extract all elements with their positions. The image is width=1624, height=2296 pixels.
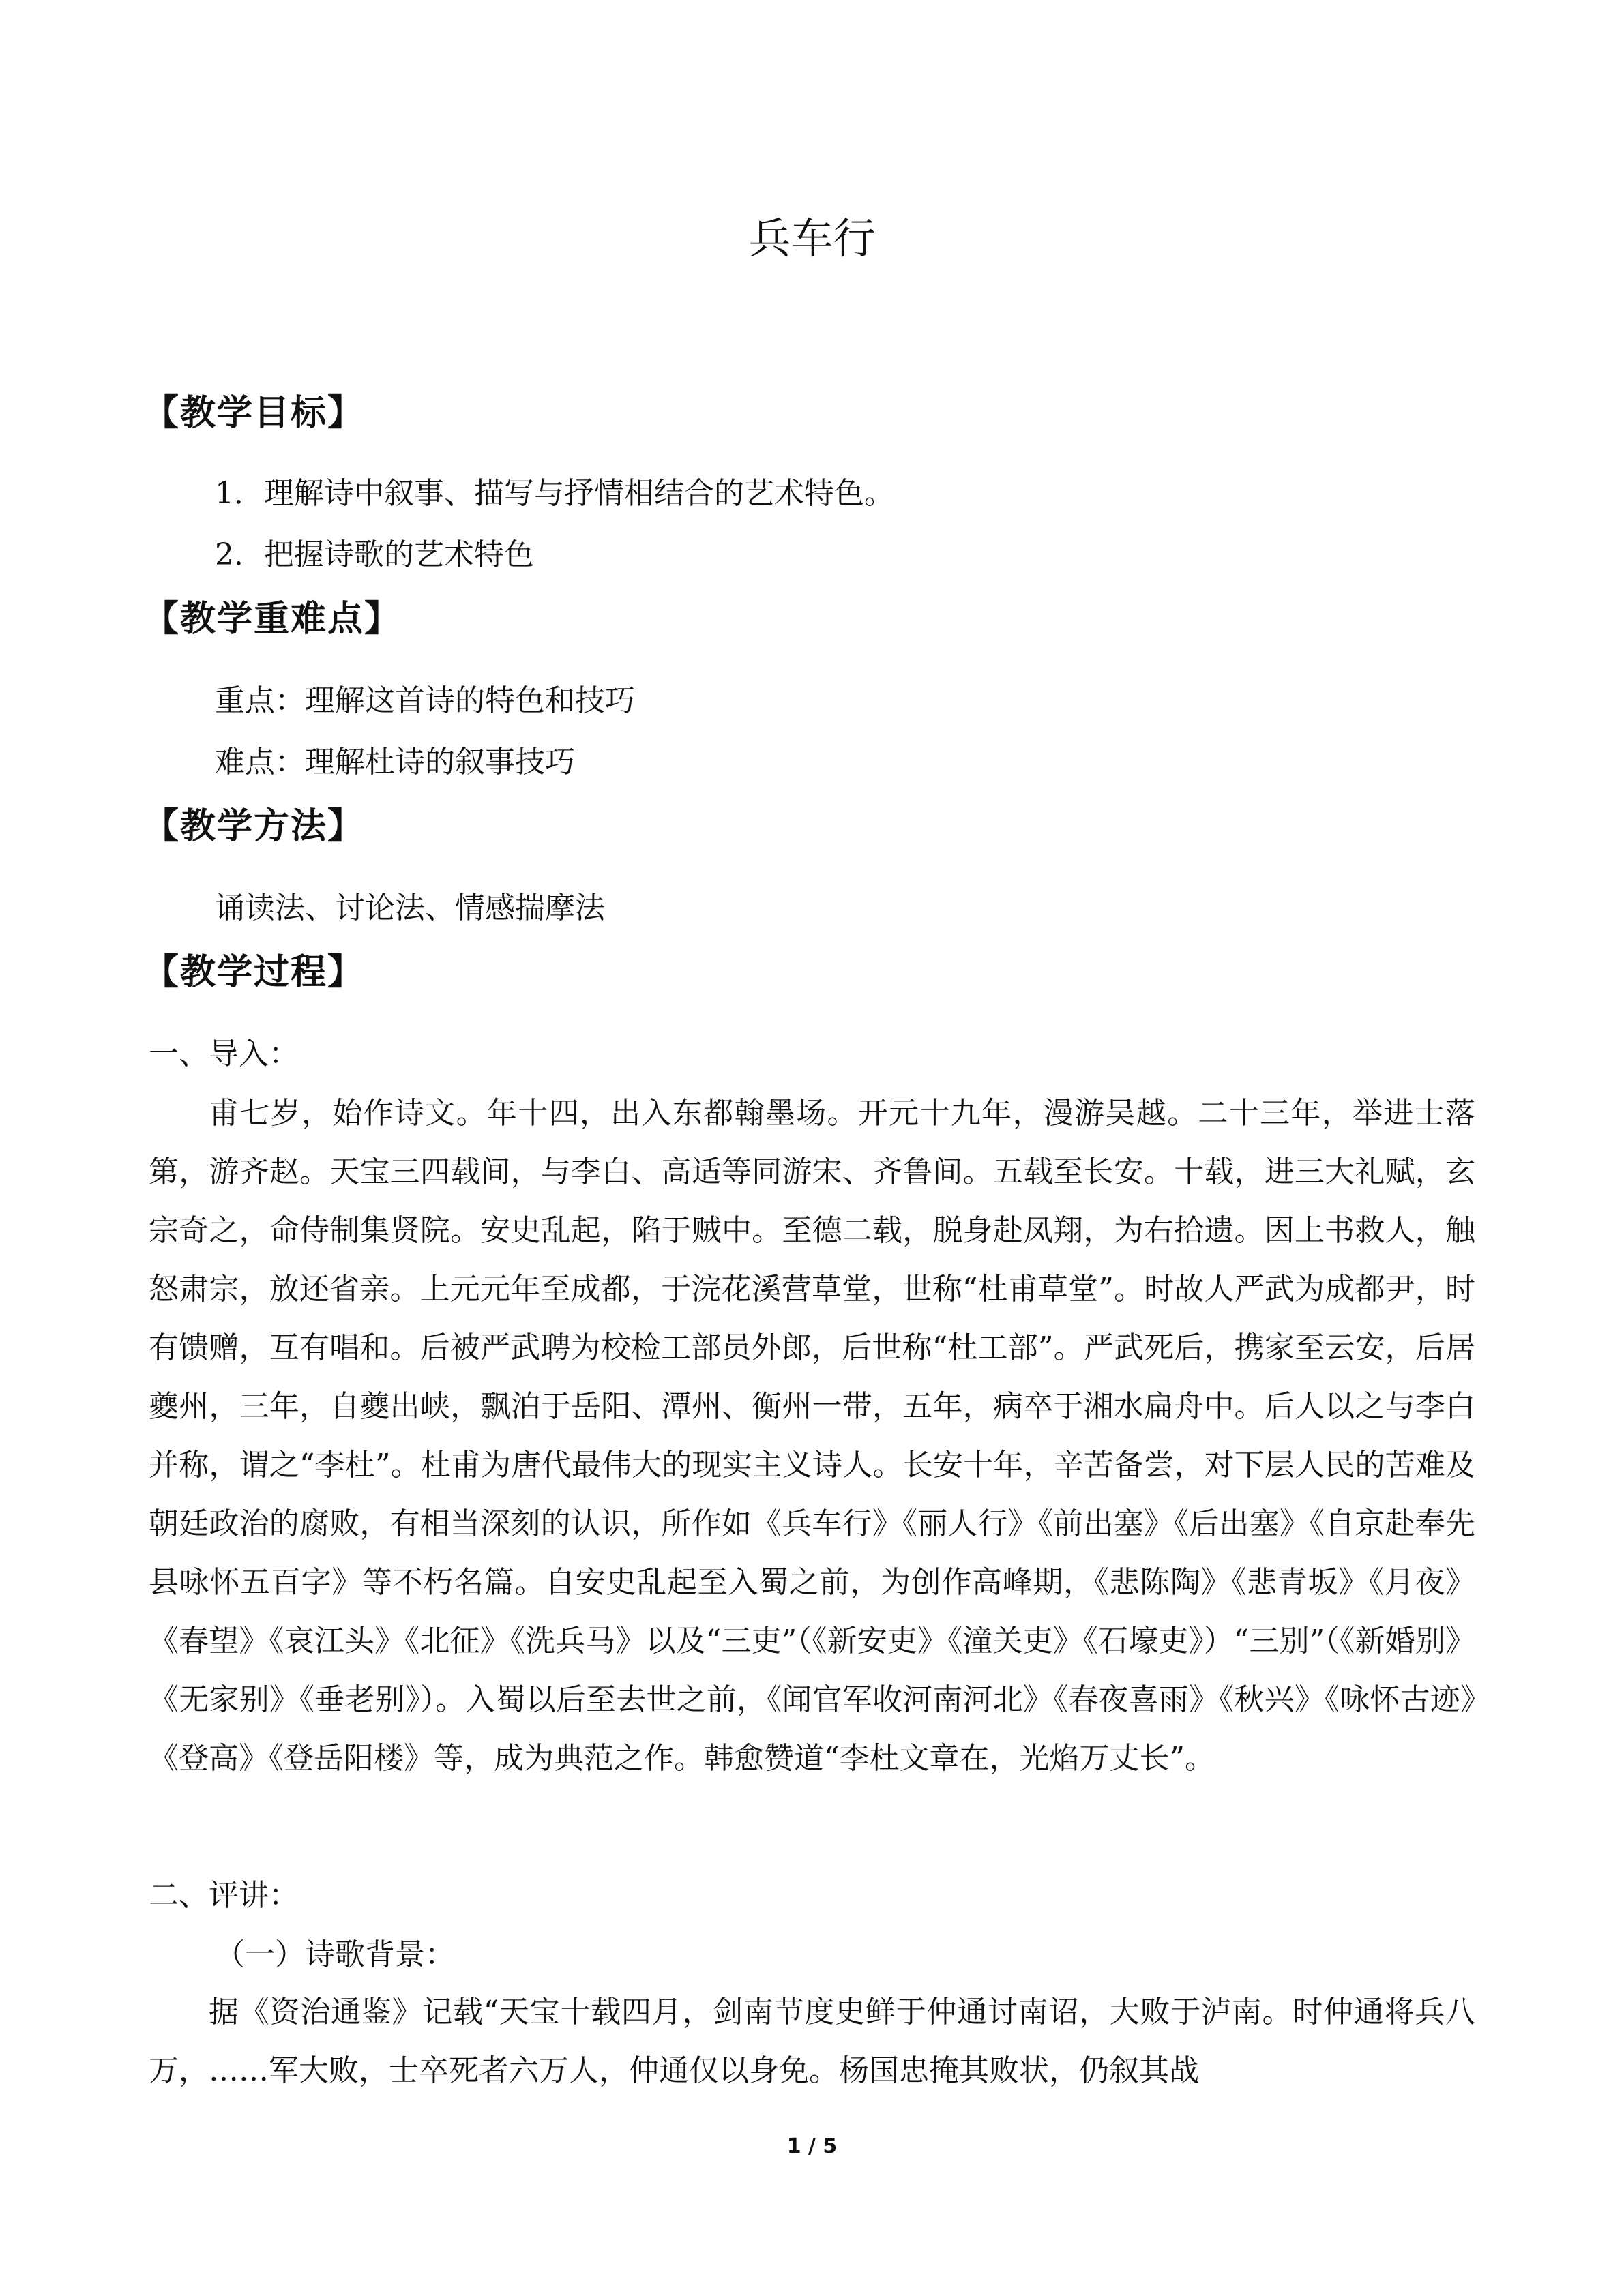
goal-item-1: 1．理解诗中叙事、描写与抒情相结合的艺术特色。 [215, 476, 894, 511]
intro-paragraph: 甫七岁，始作诗文。年十四，出入东都翰墨场。开元十九年，漫游吴越。二十三年，举进士落第，游齐赵。天宝三四载间，与李白、高适等同游宋、齐鲁间。五载至长安。十载，进三大礼赋，玄宗奇之，命侍制集贤院。安史乱起，陷于贼中。至德二载，脱身赴凤翔，为右拾遗。因上书救人，触怒肃宗，放还省亲。上元元年至成都，于浣花溪营草堂，世称“杜甫草堂”。时故人严武为成都尹，时有馈赠，互有唱和。后被严武聘为校检工部员外郎，后世称“杜工部”。严武死后，携家至云安，后居夔州，三年，自夔出峡，飘泊于岳阳、潭州、衡州一带，五年，病卒于湘水扁舟中。后人以之与李白并称，谓之“李杜”。杜甫为唐代最伟大的现实主义诗人。长安十年，辛苦备尝，对下层人民的苦难及朝廷政治的腐败，有相当深刻的认识，所作如《兵车行》《丽人行》《前出塞》《后出塞》《自京赴奉先县咏怀五百字》等不朽名篇。自安史乱起至入蜀之前，为创作高峰期，《悲陈陶》《悲青坂》《月夜》《春望》《哀江头》《北征》《洗兵马》以及“三吏”（《新安吏》《潼关吏》《石壕吏》）“三别”（《新婚别》《无家别》《垂老别》）。入蜀以后至去世之前，《闻官军收河南河北》《春夜喜雨》《秋兴》《咏怀古迹》《登高》《登岳阳楼》等，成为典范之作。韩愈赞道“李杜文章在，光焰万丈长”。 [149, 1096, 1475, 1776]
methods-text: 诵读法、讨论法、情感揣摩法 [215, 891, 605, 925]
background-paragraph: 据《资治通鉴》记载“天宝十载四月，剑南节度史鲜于仲通讨南诏，大败于泸南。时仲通将兵八万，……军大败，士卒死者六万人，仲通仅以身免。杨国忠掩其败状，仍叙其战 [149, 1995, 1475, 2088]
review-label: 二、评讲： [149, 1878, 299, 1913]
heading-teaching-methods: 【教学方法】 [143, 806, 365, 847]
page-number: 1 / 5 [786, 2134, 838, 2158]
heading-teaching-process: 【教学过程】 [143, 952, 365, 993]
document-title: 兵车行 [748, 213, 876, 263]
heading-key-difficult-points: 【教学重难点】 [143, 599, 402, 640]
intro-label: 一、导入： [149, 1037, 299, 1071]
goal-item-2: 2．把握诗歌的艺术特色 [215, 537, 534, 572]
key-point-item: 重点：理解这首诗的特色和技巧 [215, 683, 635, 718]
background-label: （一）诗歌背景： [215, 1937, 455, 1972]
difficult-point-item: 难点：理解杜诗的叙事技巧 [215, 745, 575, 779]
heading-teaching-goals: 【教学目标】 [143, 393, 365, 434]
